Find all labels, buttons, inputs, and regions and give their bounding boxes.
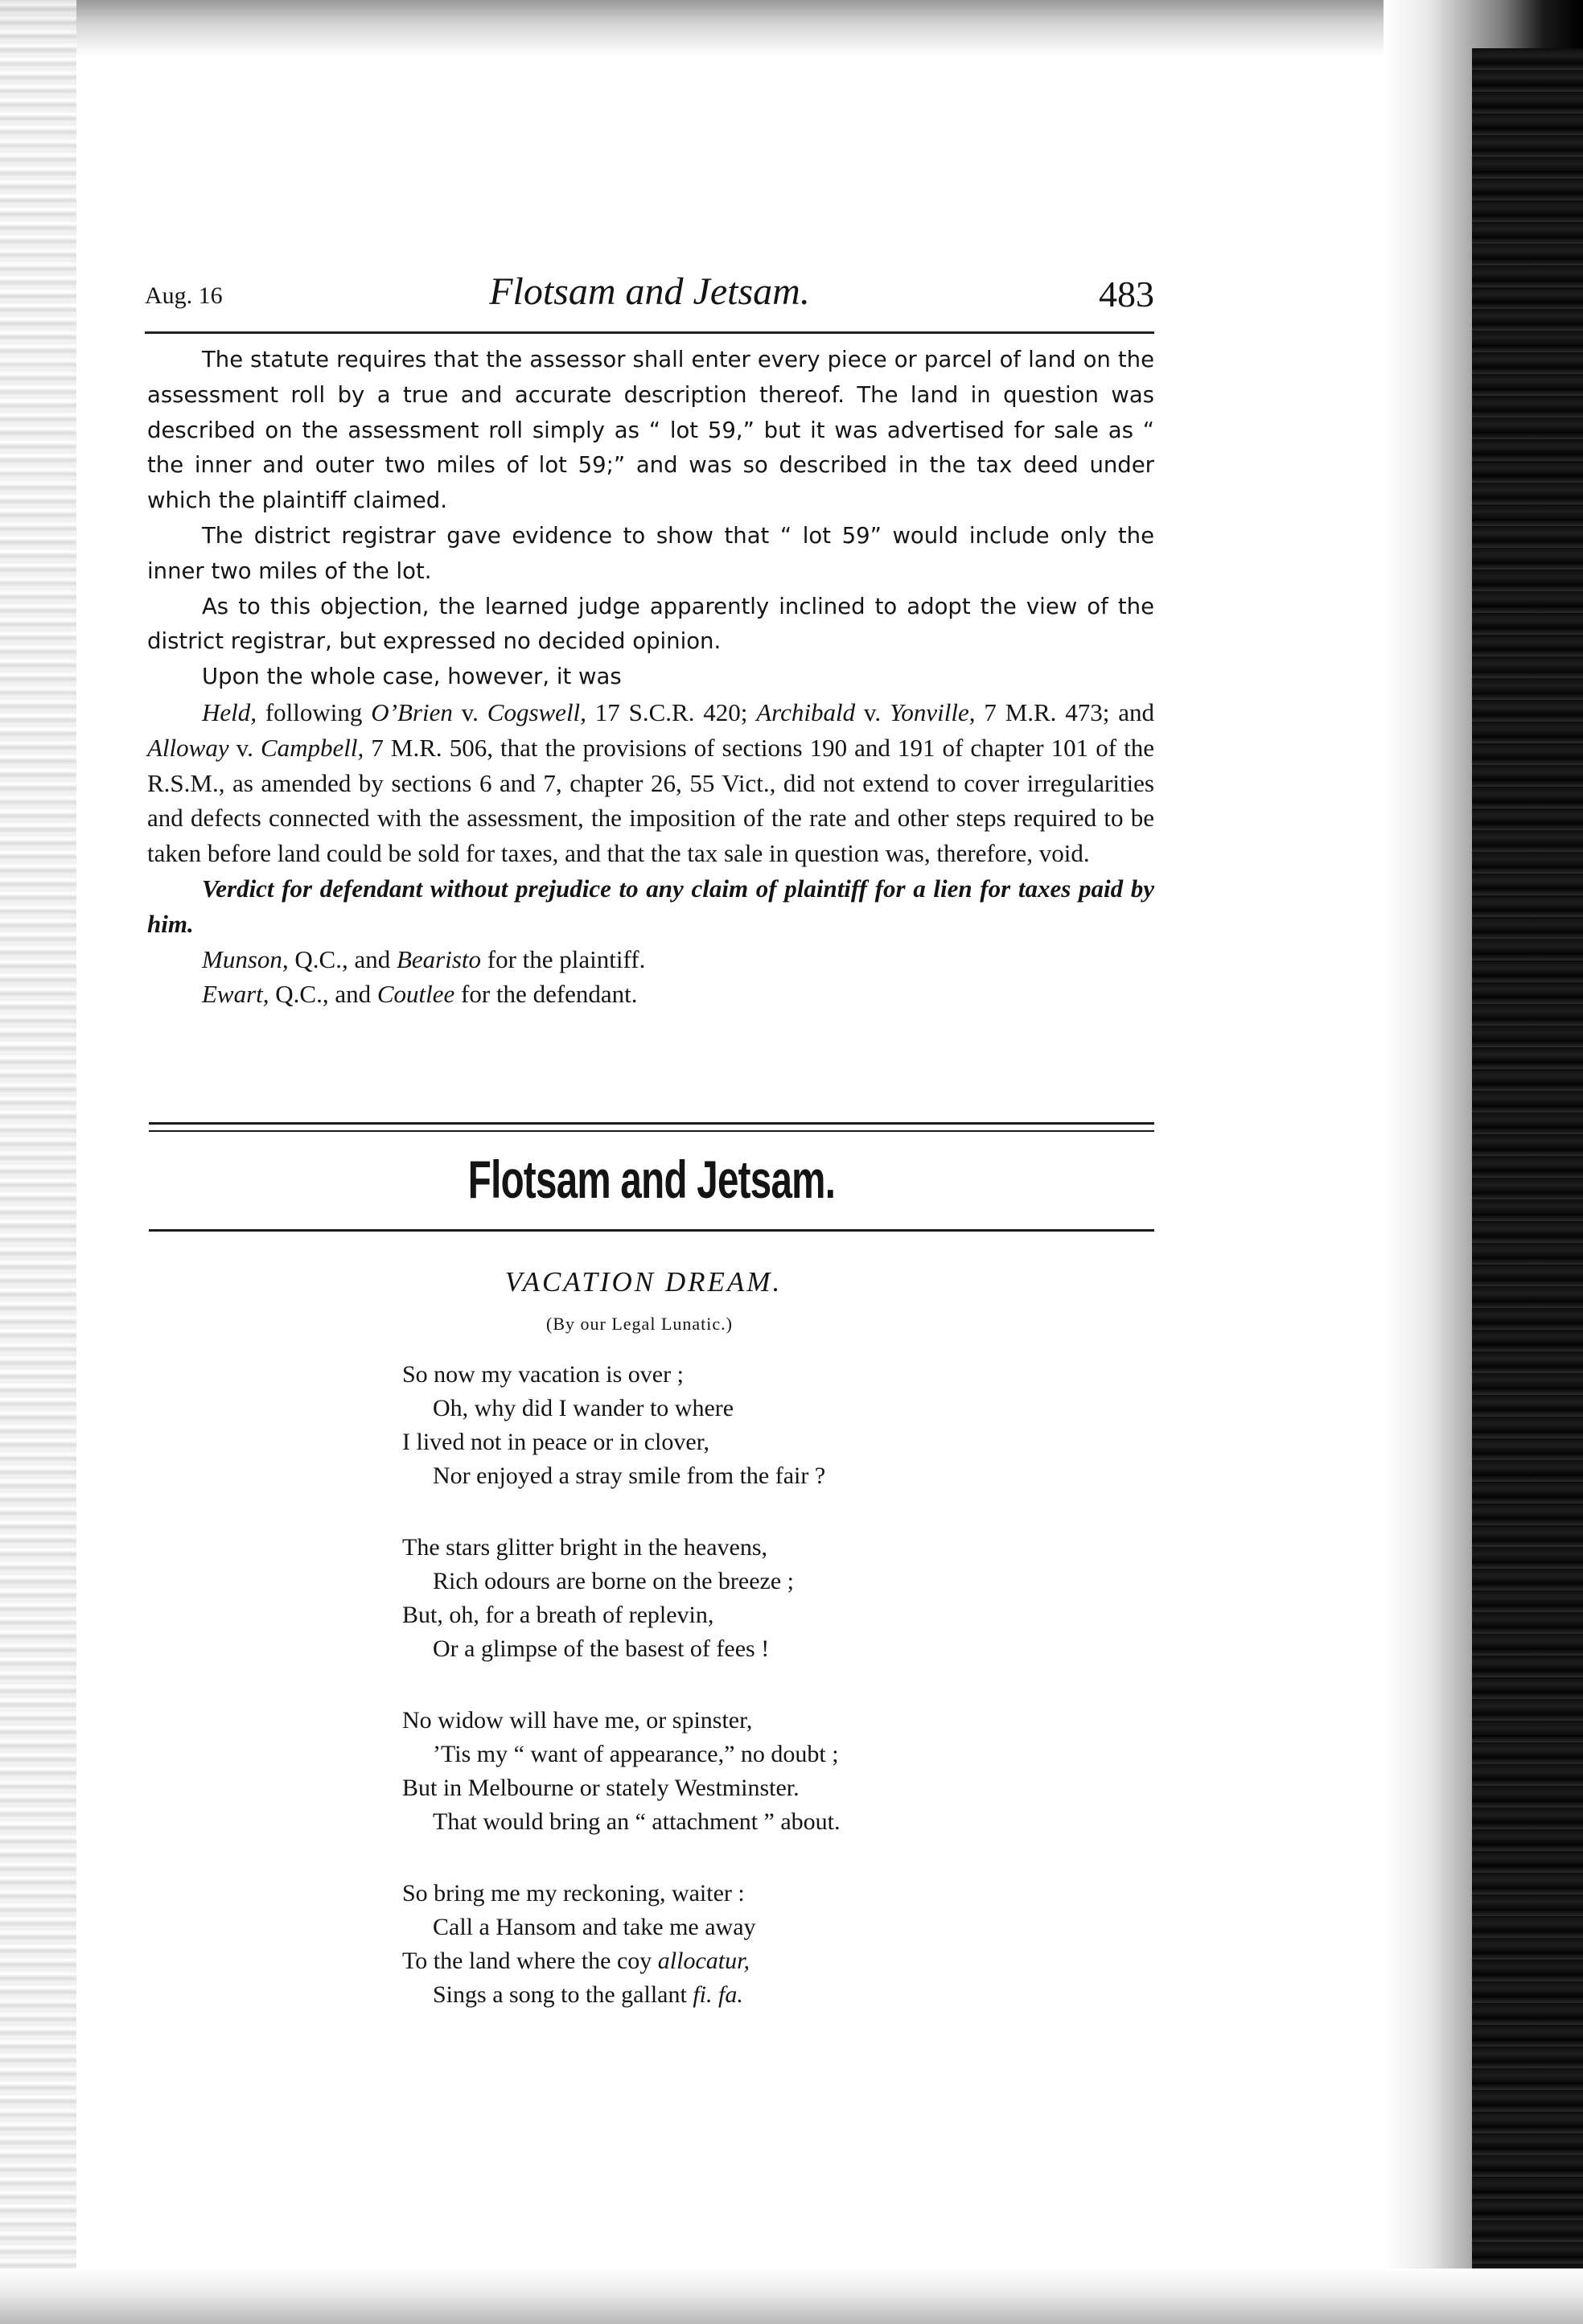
counsel-name-coutlee: Coutlee [376,980,455,1009]
poem [402,1358,1126,2050]
poem-line: No widow will have me, or spinster, [402,1707,753,1734]
versus-1: v. [452,697,487,726]
section-rule [149,1229,1154,1232]
poem-line: The stars glitter bright in the heavens, [402,1534,768,1561]
poem-line: Call a Hansom and take me away [433,1914,756,1940]
counsel-plaintiff-mid: Q.C., and [288,944,397,973]
paragraph-objection: As to this objection, the learned judge apparently inclined to adopt the view of the district registrar, but expressed no decided opinion. [147,593,1154,655]
poem-line-text: To the land where the coy [402,1948,658,1974]
poem-line: Nor enjoyed a stray smile from the fair ? [433,1462,826,1489]
italic-fi-fa: fi. fa. [693,1981,743,2008]
running-head-title: Flotsam and Jetsam. [489,270,810,313]
counsel-name-munson: Munson, [202,944,289,973]
poem-line [402,1944,1126,1978]
poem-line: So bring me my reckoning, waiter : [402,1880,745,1907]
verdict: Verdict for defendant without prejudice to any claim of plaintiff for a lien for taxes paid by him. [147,874,1154,938]
counsel-plaintiff-end: for the plaintiff. [481,944,646,973]
counsel-defendant [147,977,1154,1012]
scan-edge-top [0,0,1583,56]
poem-line [402,1978,1126,2012]
counsel-defendant-end: for the defendant. [454,980,638,1009]
citation-1: 17 S.C.R. 420; [586,697,757,726]
poem-line: So now my vacation is over ; [402,1361,684,1388]
poem-line: Oh, why did I wander to where [433,1395,734,1421]
case-name-campbell: Campbell, [260,733,364,762]
section-title: Flotsam and Jetsam. [467,1150,836,1209]
stanza-3 [402,1704,1126,1839]
scan-edge-left [0,0,76,2324]
versus-3: v. [228,733,261,762]
case-report [147,343,1154,1012]
counsel-plaintiff [147,942,1154,977]
paragraph-statute: The statute requires that the assessor shall enter every piece or parcel of land on the assessment roll by a true and accurate description thereof. The land in question was described on the assessment roll simply as “ lot 59,” but it was advertised for sale as “ the inner and outer two miles of lot 59;” and was so described in the tax deed under which the plaintiff claimed. [147,347,1154,514]
case-name-cogswell: Cogswell, [487,697,586,726]
paragraph-whole-case: Upon the whole case, however, it was [202,664,622,690]
scan-edge-bottom [0,2268,1583,2324]
italic-allocatur: allocatur, [657,1948,750,1974]
poem-line: I lived not in peace or in clover, [402,1429,709,1455]
paragraph-registrar: The district registrar gave evidence to show that “ lot 59” would include only the inner two miles of the lot. [147,522,1154,584]
header-rule [145,331,1154,334]
poem-byline: (By our Legal Lunatic.) [546,1314,733,1334]
counsel-defendant-mid: Q.C., and [269,980,377,1009]
counsel-name-ewart: Ewart, [202,980,269,1009]
held-holding-text: 7 M.R. 506, that the provisions of sections 190 and 191 of chapter 101 of the R.S.M., as amended by sections 6 and 7, chapter 26, 55 Vict., did not extend to cover irregularities and defects connected with the assessment, the imposition of the rate and other steps required to be taken before land could be sold for taxes, and that the tax sale in question was, therefore, void. [147,733,1154,868]
held-word: Held, [202,697,257,726]
stanza-4 [402,1877,1126,2012]
case-name-obrien: O’Brien [371,697,453,726]
poem-line: Rich odours are borne on the breeze ; [433,1568,794,1594]
scan-edge-dark-binding [1472,48,1583,2285]
page-number: 483 [1099,274,1154,315]
versus-2: v. [855,697,890,726]
counsel-name-bearisto: Bearisto [396,944,482,973]
case-name-yonville: Yonville, [890,697,976,726]
held-following: following [257,697,372,726]
poem-line: But in Melbourne or stately Westminster. [402,1775,800,1801]
poem-title: VACATION DREAM. [504,1266,783,1298]
case-name-archibald: Archibald [756,697,856,726]
poem-line: Or a glimpse of the basest of fees ! [433,1635,770,1662]
poem-line: But, oh, for a breath of replevin, [402,1602,714,1628]
citation-2: 7 M.R. 473; and [975,697,1154,726]
case-name-alloway: Alloway [147,733,229,762]
poem-line: ’Tis my “ want of appearance,” no doubt ; [433,1741,839,1767]
running-head-date: Aug. 16 [145,282,223,309]
section-double-rule [149,1122,1154,1132]
stanza-2 [402,1531,1126,1666]
stanza-1 [402,1358,1126,1493]
poem-line-text: Sings a song to the gallant [433,1981,693,2008]
paragraph-held [147,695,1154,871]
poem-line: That would bring an “ attachment ” about. [433,1808,841,1835]
running-head [145,269,1154,318]
